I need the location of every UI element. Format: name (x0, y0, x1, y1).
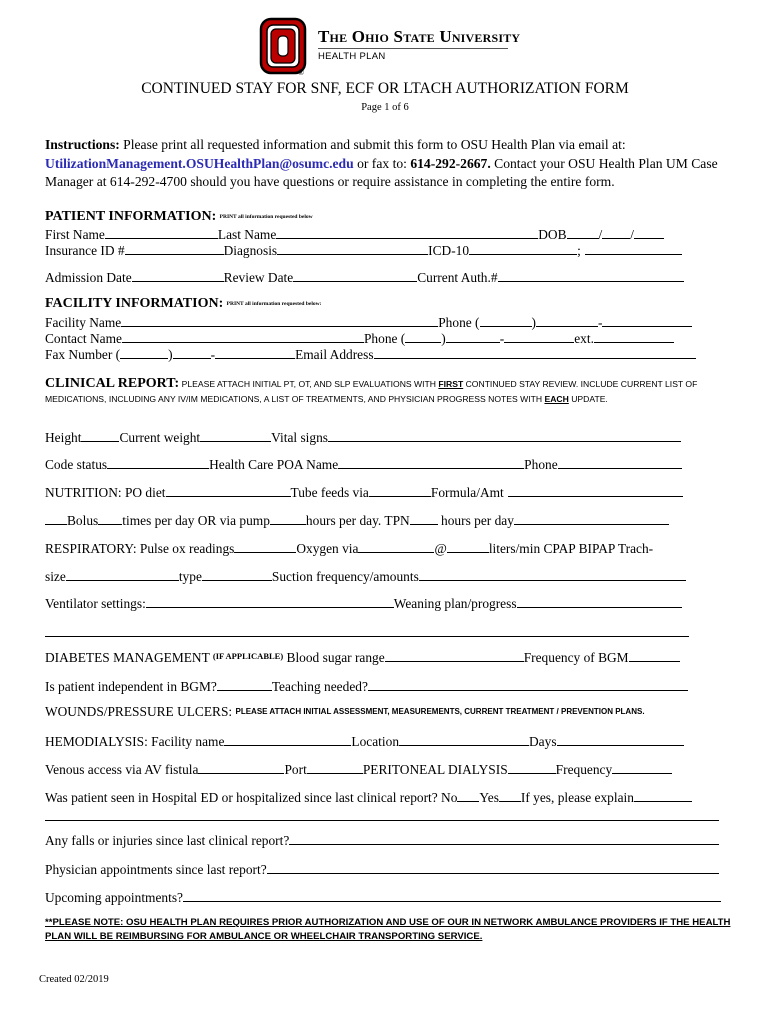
upcoming-label: Upcoming appointments? (45, 890, 183, 905)
days-label: Days (529, 734, 557, 749)
suction-label: Suction frequency/amounts (271, 569, 419, 584)
poa-phone-label: Phone (524, 457, 558, 472)
form-title: CONTINUED STAY FOR SNF, ECF OR LTACH AUTHORIZATION FORM (141, 80, 629, 97)
oxygen-via-label: Oxygen via (296, 541, 359, 556)
tube-feeds-field[interactable] (369, 483, 431, 497)
vitals-row (45, 428, 681, 446)
dob-year-field[interactable] (634, 225, 664, 239)
email-link[interactable]: UtilizationManagement.OSUHealthPlan@osumc.edu (45, 155, 354, 171)
plan-name: HEALTH PLAN (318, 51, 386, 62)
email-address-label: Email Address (295, 347, 374, 362)
seen-ed-label: Was patient seen in Hospital ED or hospitalized since last clinical report? No (45, 790, 458, 805)
height-label: Height (45, 430, 82, 445)
dob-month-field[interactable] (567, 225, 599, 239)
admission-row (45, 268, 684, 286)
pump-hours-field[interactable] (270, 511, 306, 525)
admission-date-field[interactable] (132, 268, 224, 282)
code-status-label: Code status (45, 457, 108, 472)
blood-sugar-label: Blood sugar range (283, 650, 385, 665)
independent-row (45, 677, 688, 695)
ambulance-note: **PLEASE NOTE: OSU HEALTH PLAN REQUIRES PRIOR AUTHORIZATION AND USE OF OUR IN NETWORK AMBULANCE PROVIDERS IF THE HEALTH PLAN WILL BE REIMBURSING FOR AMBULANCE OR WHEELCHAIR TRANSPORTING SERVICE. (45, 917, 731, 942)
dob-slash-2: / (630, 227, 635, 242)
dob-day-field[interactable] (602, 225, 630, 239)
vital-signs-label: Vital signs (271, 430, 329, 445)
patient-note: PRINT all information requested below (219, 214, 313, 220)
days-field[interactable] (557, 732, 684, 746)
hemodialysis-label: HEMODIALYSIS: Facility name (45, 734, 225, 749)
seen-ed-row (45, 788, 692, 806)
university-name: The Ohio State University (318, 27, 521, 46)
oxygen-via-field[interactable] (358, 539, 434, 553)
insurance-id-label: Insurance ID # (45, 243, 125, 258)
insurance-id-field[interactable] (125, 241, 224, 255)
trach-type-label: type (178, 569, 202, 584)
height-field[interactable] (81, 428, 119, 442)
formula-label: Formula/Amt (430, 485, 504, 500)
admission-date-label: Admission Date (45, 270, 132, 285)
venous-label: Venous access via AV fistula (45, 762, 199, 777)
fax-area-code-field[interactable] (120, 345, 168, 359)
teaching-field[interactable] (368, 677, 688, 691)
fax-paren: ) (168, 347, 173, 362)
wounds-row (45, 704, 645, 720)
ventilator-row (45, 594, 682, 612)
contact-name-field[interactable] (122, 329, 364, 343)
dob-label: DOB (538, 227, 567, 242)
insurance-row (45, 241, 682, 259)
teaching-label: Teaching needed? (271, 679, 368, 694)
fax-number: 614-292-2667. (410, 155, 491, 171)
weaning-label: Weaning plan/progress (393, 596, 517, 611)
liters-label: liters/min CPAP BIPAP Trach- (488, 541, 654, 556)
contact-phone-line-field[interactable] (504, 329, 574, 343)
weaning-field[interactable] (517, 594, 682, 608)
diagnosis-field[interactable] (277, 241, 428, 255)
freq-bgm-field[interactable] (629, 648, 680, 662)
dob-slash-1: / (598, 227, 603, 242)
tpn-hours-label: hours per day (437, 513, 514, 528)
bolus-row (45, 511, 669, 529)
current-weight-field[interactable] (200, 428, 271, 442)
times-per-day-field[interactable] (98, 511, 122, 525)
nutrition-row (45, 483, 683, 501)
trach-type-field[interactable] (202, 567, 272, 581)
nutrition-label: NUTRITION: PO diet (45, 485, 166, 500)
av-fistula-field[interactable] (198, 760, 284, 774)
independent-label: Is patient independent in BGM? (45, 679, 217, 694)
icd10-field-1[interactable] (469, 241, 577, 255)
facility-name-field[interactable] (121, 313, 438, 327)
respiratory-row (45, 539, 653, 557)
fax-line-field[interactable] (215, 345, 295, 359)
falls-label: Any falls or injuries since last clinical report? (45, 833, 290, 848)
physician-appts-row (45, 860, 719, 878)
explain-extra-line[interactable] (45, 820, 719, 821)
clinical-report-heading (45, 376, 735, 406)
port-label: Port (284, 762, 307, 777)
frequency-field[interactable] (612, 760, 672, 774)
last-name-label: Last Name (217, 227, 277, 242)
independent-field[interactable] (217, 677, 272, 691)
physician-appts-field[interactable] (267, 860, 719, 874)
patient-heading-row (45, 208, 313, 225)
facility-name-label: Facility Name (45, 315, 122, 330)
last-name-field[interactable] (276, 225, 538, 239)
peritoneal-field[interactable] (508, 760, 556, 774)
header-rule (318, 48, 508, 49)
seen-ed-yes-label: Yes (479, 790, 499, 805)
port-field[interactable] (307, 760, 363, 774)
peritoneal-label: PERITONEAL DIALYSIS (362, 762, 508, 777)
fax-dash: - (210, 347, 216, 362)
location-label: Location (351, 734, 400, 749)
tube-feeds-label: Tube feeds via (290, 485, 369, 500)
icd10-label: ICD-10 (428, 243, 470, 258)
contact-area-code-field[interactable] (405, 329, 441, 343)
icd10-field-2[interactable] (585, 241, 682, 255)
patient-heading: PATIENT INFORMATION: (45, 209, 217, 224)
current-auth-label: Current Auth.# (417, 270, 498, 285)
instructions-text-1: Please print all requested information and submit this form to OSU Health Plan via email at: (119, 137, 626, 152)
clinical-heading: CLINICAL REPORT: (45, 376, 180, 391)
trach-size-row (45, 567, 686, 585)
if-applicable-label: (IF APPLICABLE) (212, 651, 284, 661)
if-yes-label: If yes, please explain (520, 790, 634, 805)
diabetes-label: DIABETES MANAGEMENT (45, 650, 213, 665)
fax-prefix-field[interactable] (173, 345, 211, 359)
facility-heading-row (45, 295, 321, 312)
tpn-field[interactable] (410, 511, 438, 525)
freq-bgm-label: Frequency of BGM (523, 650, 629, 665)
wounds-label: WOUNDS/PRESSURE ULCERS: (45, 704, 236, 719)
ext-field[interactable] (594, 329, 674, 343)
icd10-semicolon: ; (577, 243, 581, 258)
ventilator-label: Ventilator settings: (45, 596, 146, 611)
contact-phone-dash: - (499, 331, 505, 346)
upcoming-field[interactable] (183, 888, 721, 902)
facility-heading: FACILITY INFORMATION: (45, 296, 224, 311)
ventilator-extra-line[interactable] (45, 636, 689, 637)
fax-row (45, 345, 696, 363)
diagnosis-label: Diagnosis (223, 243, 278, 258)
ext-label: ext. (574, 331, 594, 346)
instructions-label: Instructions: (45, 137, 120, 152)
frequency-label: Frequency (555, 762, 613, 777)
instructions (45, 136, 735, 192)
registered-mark: ® (298, 68, 305, 77)
formula-field[interactable] (508, 483, 683, 497)
contact-phone-label: Phone ( (363, 331, 406, 346)
times-per-day-label: times per day OR via pump (122, 513, 270, 528)
seen-ed-yes-field[interactable] (499, 788, 521, 802)
current-auth-field[interactable] (498, 268, 684, 282)
instructions-text-3: Contact your OSU Health Plan UM Case Manager at 614-292-4700 should you have questions or require assistance in completing the entire form. (45, 155, 718, 189)
current-weight-label: Current weight (119, 430, 201, 445)
facility-phone-dash: - (598, 315, 603, 330)
facility-phone-paren: ) (531, 315, 536, 330)
contact-phone-paren: ) (441, 331, 446, 346)
location-field[interactable] (399, 732, 529, 746)
facility-phone-prefix-field[interactable] (536, 313, 598, 327)
facility-phone-label: Phone ( (438, 315, 480, 330)
clinical-text-3: UPDATE. (568, 394, 608, 404)
hours-per-day-label: hours per day. TPN (305, 513, 410, 528)
poa-name-label: Health Care POA Name (209, 457, 339, 472)
suction-field[interactable] (419, 567, 686, 581)
if-yes-field[interactable] (634, 788, 692, 802)
page-number: Page 1 of 6 (361, 102, 409, 113)
bolus-field[interactable] (45, 511, 67, 525)
clinical-each: EACH (544, 394, 569, 404)
at-sign: @ (434, 541, 447, 556)
code-status-row (45, 455, 682, 473)
clinical-first: FIRST (438, 379, 464, 389)
seen-ed-no-field[interactable] (457, 788, 479, 802)
hd-facility-field[interactable] (224, 732, 351, 746)
instructions-text-2: or fax to: (353, 155, 411, 171)
venous-row (45, 760, 672, 778)
review-date-label: Review Date (223, 270, 294, 285)
poa-phone-field[interactable] (558, 455, 682, 469)
vital-signs-field[interactable] (328, 428, 681, 442)
tpn-hours-field[interactable] (514, 511, 669, 525)
facility-area-code-field[interactable] (480, 313, 532, 327)
blood-sugar-field[interactable] (385, 648, 524, 662)
contact-phone-prefix-field[interactable] (446, 329, 500, 343)
first-name-field[interactable] (105, 225, 218, 239)
pulse-ox-field[interactable] (234, 539, 296, 553)
fax-number-label: Fax Number ( (45, 347, 121, 362)
respiratory-label: RESPIRATORY: Pulse ox readings (45, 541, 235, 556)
trach-size-field[interactable] (66, 567, 179, 581)
code-status-field[interactable] (107, 455, 209, 469)
facility-note: PRINT all information requested below: (226, 301, 322, 307)
clinical-text-2: CONTINUED STAY REVIEW. INCLUDE CURRENT LIST OF MEDICATIONS, INCLUDING ANY IV/IM MEDICATIONS, A LIST OF TREATMENTS, AND PHYSICIAN PROGRESS NOTES WITH (45, 379, 698, 404)
first-name-label: First Name (45, 227, 105, 242)
liters-field[interactable] (447, 539, 489, 553)
facility-phone-line-field[interactable] (602, 313, 692, 327)
contact-name-label: Contact Name (45, 331, 122, 346)
email-address-field[interactable] (374, 345, 696, 359)
clinical-text-1: PLEASE ATTACH INITIAL PT, OT, AND SLP EVALUATIONS WITH (179, 379, 439, 389)
poa-name-field[interactable] (338, 455, 524, 469)
hemodialysis-row (45, 732, 684, 750)
wounds-note: PLEASE ATTACH INITIAL ASSESSMENT, MEASUREMENTS, CURRENT TREATMENT / PREVENTION PLANS. (235, 707, 645, 716)
upcoming-row (45, 888, 721, 906)
diabetes-row (45, 648, 680, 666)
ventilator-field[interactable] (146, 594, 394, 608)
review-date-field[interactable] (293, 268, 417, 282)
falls-field[interactable] (289, 831, 719, 845)
bolus-label: Bolus (67, 513, 99, 528)
po-diet-field[interactable] (166, 483, 291, 497)
created-date: Created 02/2019 (39, 974, 109, 985)
falls-row (45, 831, 719, 849)
physician-appts-label: Physician appointments since last report? (45, 862, 267, 877)
trach-size-label: size (45, 569, 66, 584)
